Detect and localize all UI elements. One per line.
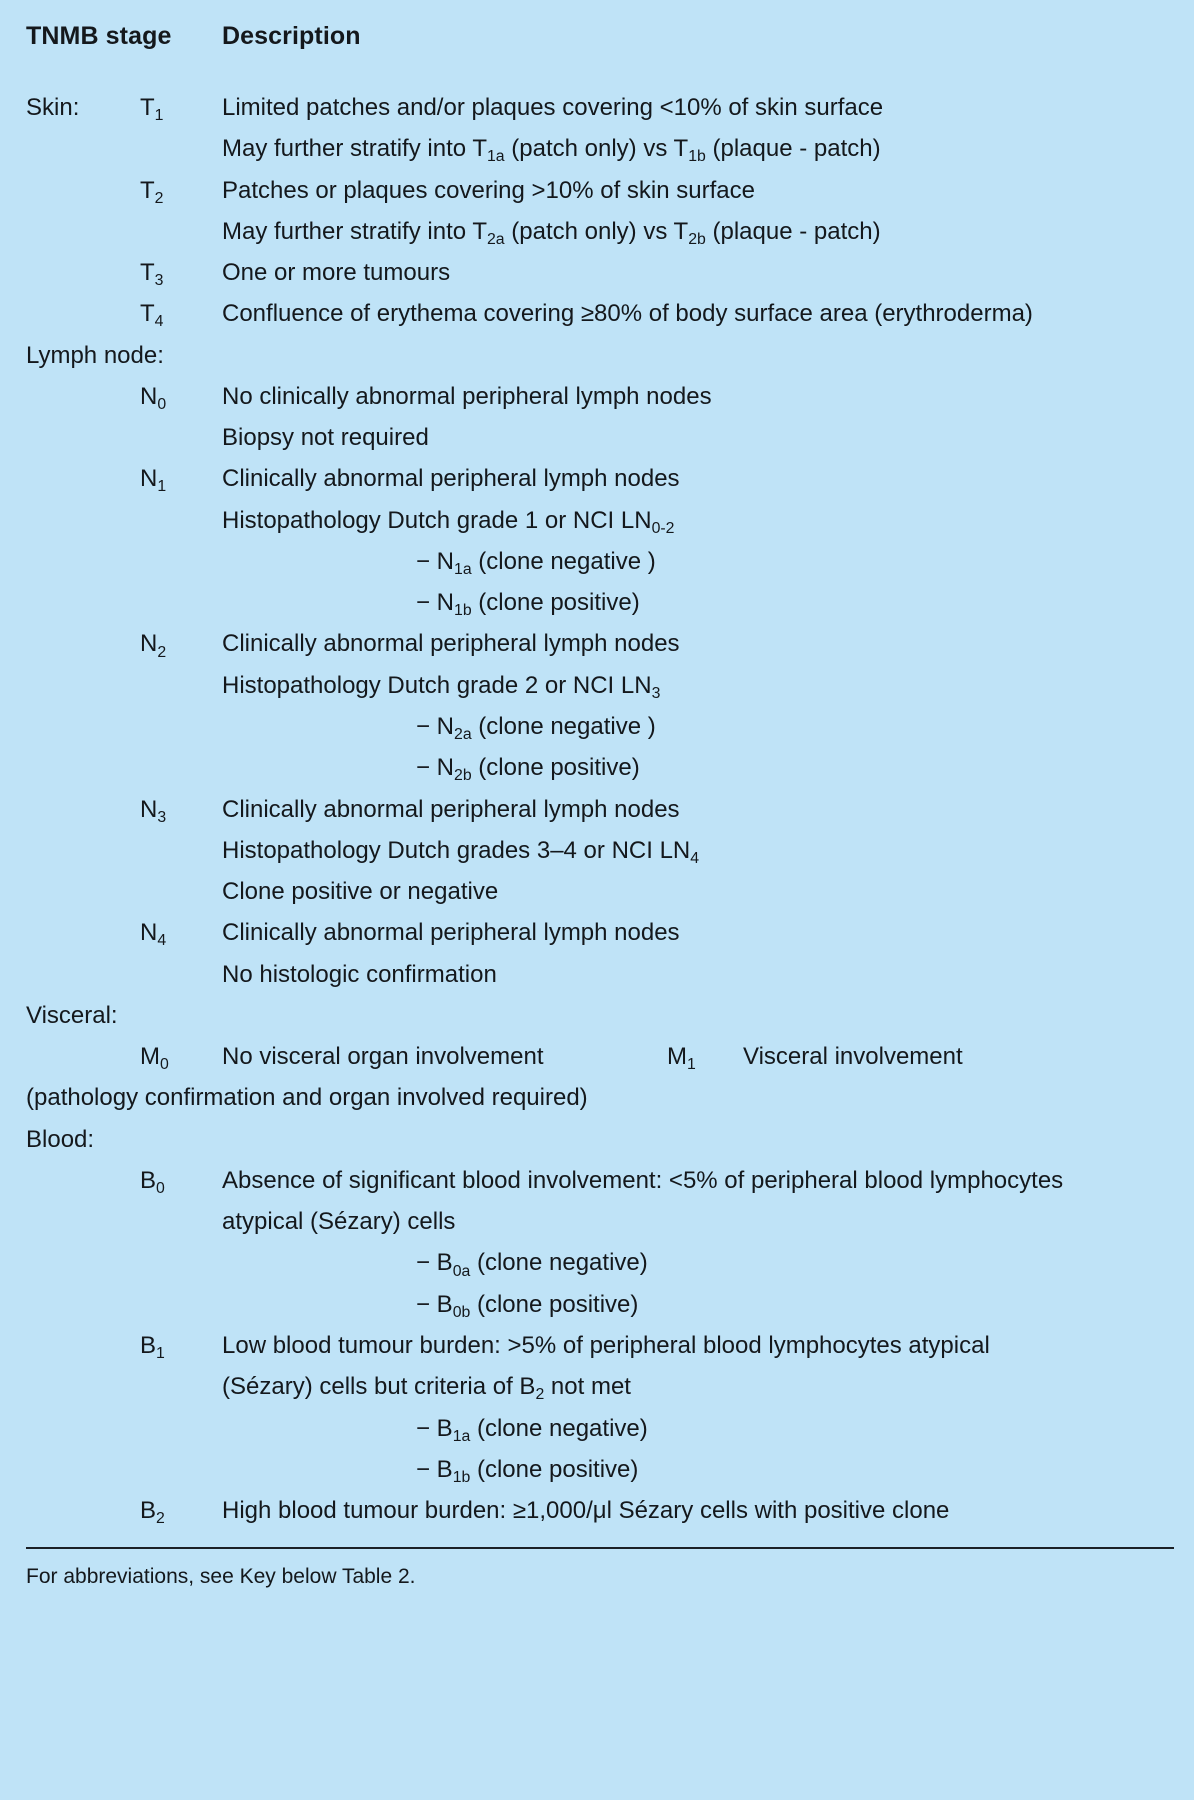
stage-code-b0-subscript: 0 xyxy=(156,1179,165,1197)
stage-desc-n2: Clinically abnormal peripheral lymph nodes xyxy=(222,630,680,658)
table-row-b2 xyxy=(26,1490,1172,1531)
stage-code-m0-subscript: 0 xyxy=(160,1056,169,1074)
stage-desc-b2: High blood tumour burden: ≥1,000/μl Sézary cells with positive clone xyxy=(222,1497,950,1525)
stage-code-b2-subscript: 2 xyxy=(156,1510,165,1528)
stage-subitem-b0b: − $B_{0b}$ (clone positive) xyxy=(416,1290,639,1321)
stage-note-n1: Histopathology Dutch grade 1 or NCI $LN_{0-2}$ xyxy=(222,506,675,537)
stage-desc-n0: No clinically abnormal peripheral lymph nodes xyxy=(222,382,712,410)
stage-code-m0: $M_0$ xyxy=(140,1043,169,1074)
stage-code-t3: $T_3$ xyxy=(140,259,164,290)
group-label-visceral: Visceral: xyxy=(26,1001,118,1029)
stage-note-visceral: (pathology confirmation and organ involved required) xyxy=(26,1084,588,1112)
table-footnote: For abbreviations, see Key below Table 2. xyxy=(26,1565,416,1589)
stage-code-m1: $M_1$ xyxy=(667,1043,696,1074)
stage-note-t2: May further stratify into $T_{2a}$ (patch only) vs $T_{2b}$ (plaque - patch) xyxy=(222,217,881,248)
stage-subitem-n1b: − $N_{1b}$ (clone positive) xyxy=(416,589,640,620)
stage-desc-m0: No visceral organ involvement xyxy=(222,1043,544,1071)
table-row-n2 xyxy=(26,623,1172,664)
stage-code-m1-subscript: 1 xyxy=(687,1056,696,1074)
stage-code-t4-subscript: 4 xyxy=(154,313,164,331)
table-row-n1 xyxy=(26,458,1172,499)
stage-note-n4: No histologic confirmation xyxy=(222,960,497,988)
stage-code-b1-subscript: 1 xyxy=(156,1345,165,1363)
table-row-t4 xyxy=(26,293,1172,334)
stage-code-b1: $B_1$ xyxy=(140,1331,165,1363)
stage-code-n0: $N_0$ xyxy=(140,382,167,413)
stage-note-n2: Histopathology Dutch grade 2 or NCI $LN_3$ xyxy=(222,671,661,702)
table-row-t2 xyxy=(26,170,1172,211)
stage-code-n1: $N_1$ xyxy=(140,465,167,496)
table-row-t3 xyxy=(26,252,1172,293)
column-header-tnmb-stage: TNMB stage xyxy=(26,22,172,50)
stage-code-n3: $N_3$ xyxy=(140,795,167,826)
group-label-lymph-node: Lymph node: xyxy=(26,341,164,369)
table-row-n4 xyxy=(26,912,1172,953)
stage-note-n0: Biopsy not required xyxy=(222,424,429,452)
stage-code-n1-subscript: 1 xyxy=(157,478,167,496)
group-label-skin: Skin: xyxy=(26,94,80,121)
group-label-blood: Blood: xyxy=(26,1125,95,1153)
table-row-b1 xyxy=(26,1325,1172,1408)
stage-desc-m1: Visceral involvement xyxy=(743,1043,963,1071)
stage-desc-t2: Patches or plaques covering >10% of skin surface xyxy=(222,176,755,204)
column-header-description: Description xyxy=(222,22,361,50)
table-row-b0 xyxy=(26,1160,1172,1243)
table-row-n0 xyxy=(26,376,1172,417)
table-header-row xyxy=(26,22,1172,51)
stage-code-t1: $T_1$ xyxy=(140,94,164,125)
stage-subitem-n1a: − $N_{1a}$ (clone negative ) xyxy=(416,547,656,578)
table-bottom-rule xyxy=(26,1547,1174,1549)
stage-code-n4-subscript: 4 xyxy=(157,932,167,950)
stage-subitem-n2a: − $N_{2a}$ (clone negative ) xyxy=(416,712,656,744)
stage-code-n0-subscript: 0 xyxy=(157,395,167,413)
stage-desc-b0: Absence of significant blood involvement: <5% of peripheral blood lymphocytes atypical (Sézary) cells xyxy=(222,1166,1064,1236)
stage-desc-b1: Low blood tumour burden: >5% of peripheral blood lymphocytes atypical (Sézary) cells but criteria of $B_2$ not met xyxy=(222,1331,990,1404)
stage-code-t4: $T_4$ xyxy=(140,300,164,331)
stage-note-t1: May further stratify into $T_{1a}$ (patch only) vs $T_{1b}$ (plaque - patch) xyxy=(222,135,881,166)
table-row-t1 xyxy=(26,87,1172,128)
stage-desc-t4: Confluence of erythema covering ≥80% of body surface area (erythroderma) xyxy=(222,300,1033,328)
stage-code-n3-subscript: 3 xyxy=(157,808,167,826)
stage-code-t3-subscript: 3 xyxy=(154,272,164,290)
stage-code-n2: $N_2$ xyxy=(140,630,167,661)
stage-note-n3-histopathology: Histopathology Dutch grades 3–4 or NCI $LN_4$ xyxy=(222,836,700,867)
stage-code-n4: $N_4$ xyxy=(140,919,167,950)
stage-note-n3-clone: Clone positive or negative xyxy=(222,878,499,906)
stage-code-n2-subscript: 2 xyxy=(157,643,167,661)
stage-code-b2: $B_2$ xyxy=(140,1497,165,1528)
stage-code-t2: $T_2$ xyxy=(140,176,164,207)
stage-desc-n1: Clinically abnormal peripheral lymph nodes xyxy=(222,465,680,493)
stage-desc-t3: One or more tumours xyxy=(222,259,451,287)
stage-code-t2-subscript: 2 xyxy=(154,189,164,207)
table-row-n3 xyxy=(26,789,1172,830)
stage-desc-t1: Limited patches and/or plaques covering <10% of skin surface xyxy=(222,94,884,121)
stage-desc-n4: Clinically abnormal peripheral lymph nodes xyxy=(222,919,680,947)
stage-desc-n3: Clinically abnormal peripheral lymph nodes xyxy=(222,795,680,823)
stage-subitem-b0a: − $B_{0a}$ (clone negative) xyxy=(416,1249,648,1280)
stage-subitem-n2b: − $N_{2b}$ (clone positive) xyxy=(416,754,640,785)
stage-subitem-b1b: − $B_{1b}$ (clone positive) xyxy=(416,1455,639,1486)
stage-code-t1-subscript: 1 xyxy=(154,107,164,125)
stage-subitem-b1a: − $B_{1a}$ (clone negative) xyxy=(416,1414,648,1445)
stage-code-b0: $B_0$ xyxy=(140,1166,165,1197)
table-row-m xyxy=(26,1036,1172,1077)
